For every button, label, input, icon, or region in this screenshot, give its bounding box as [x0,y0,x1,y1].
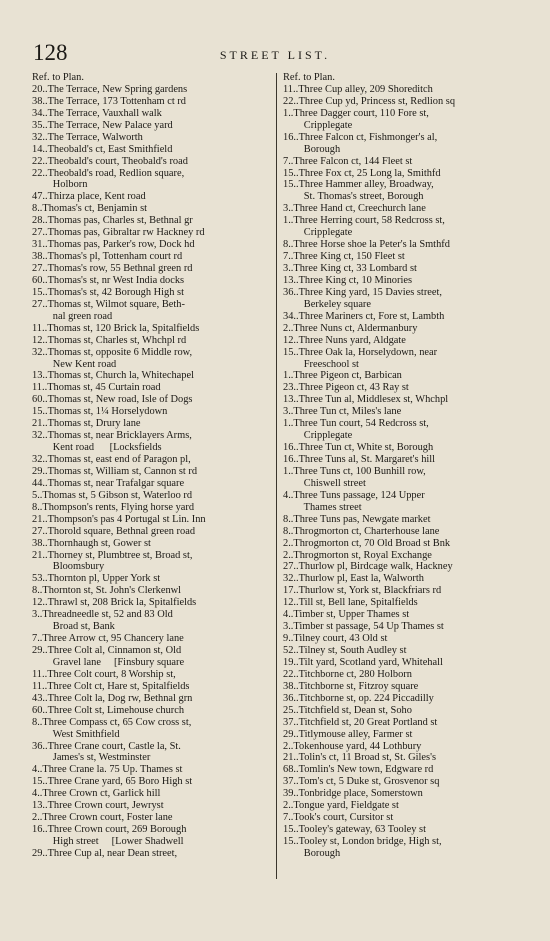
street-entry: 12..Thrawl st, 208 Brick la, Spitalfields [32,597,197,609]
street-entry: 2..Throgmorton ct, 70 Old Broad st Bnk [283,537,451,549]
street-entry: 13..Three Crown court, Jewryst [32,800,164,812]
street-entry: 22..Theobald's road, Redlion square, [32,167,185,179]
street-entry: 29..Thomas st, William st, Cannon st rd [32,465,198,477]
street-entry: 7..Three Falcon ct, 144 Fleet st [283,155,413,167]
street-entry: 23..Three Pigeon ct, 43 Ray st [283,382,409,394]
street-entry: Holborn [32,179,88,191]
street-entry: 13..Thomas st, Church la, Whitechapel [32,370,194,382]
street-entry: 27..Thurlow pl, Birdcage walk, Hackney [283,561,453,573]
street-entry: St. Thomas's street, Borough [283,191,424,203]
street-entry: 16..Three Tuns al, St. Margaret's hill [283,454,436,465]
street-entry: 15..Tooley st, London bridge, High st, [283,836,442,847]
street-entry: 8..Thompson's rents, Flying horse yard [32,501,195,513]
street-entry: 11..Three Colt ct, Hare st, Spitalfields [32,680,190,692]
street-entry: 21..Thompson's pas 4 Portugal st Lin. Inn [32,513,206,525]
street-entry: 2..Tongue yard, Fieldgate st [283,800,399,812]
street-entry: 4..Three Crown ct, Garlick hill [32,788,161,800]
street-entry: 35..The Terrace, New Palace yard [32,119,173,131]
street-entry: 7..Three King ct, 150 Fleet st [283,251,405,263]
street-entry: 15..Tooley's gateway, 63 Tooley st [283,824,426,836]
street-entry: 9..Tilney court, 43 Old st [283,633,388,645]
street-entry: James's st, Westminster [32,752,151,764]
street-entry: 34..The Terrace, Vauxhall walk [32,107,162,119]
street-entry: 21..Thorney st, Plumbtree st, Broad st, [32,549,193,561]
street-entry: 7..Took's court, Cursitor st [283,812,394,824]
street-entry: 11..Thomas st, 45 Curtain road [32,382,161,394]
street-entry: 2..Three Nuns ct, Aldermanbury [283,322,418,334]
street-entry: 11..Three Cup alley, 209 Shoreditch [283,83,433,95]
street-entry: 38..Thornhaugh st, Gower st [32,537,151,549]
street-entry: 2..Throgmorton st, Royal Exchange [283,549,432,561]
column-divider [276,73,277,879]
street-entry: 17..Thurlow st, York st, Blackfriars rd [283,585,442,597]
street-entry: 16..Three Crown court, 269 Borough [32,824,187,836]
street-entry: 3..Three King ct, 33 Lombard st [283,263,417,274]
street-entry: 60..Three Colt st, Limehouse church [32,704,185,716]
street-entry: 8..Three Tuns pas, Newgate market [283,513,431,525]
street-entry: 1..Three Dagger court, 110 Fore st, [283,107,429,119]
street-entry: 31..Thomas pas, Parker's row, Dock hd [32,239,195,251]
street-entry: 27..Thomas st, Wilmot square, Beth- [32,298,185,310]
street-entry: 43..Three Colt la, Dog rw, Bethnal grn [32,692,193,704]
street-entry: Cripplegate [283,227,353,239]
street-entry: West Smithfield [32,728,120,740]
street-entry: 27..Thomas pas, Gibraltar rw Hackney rd [32,227,205,239]
street-entry: 34..Three Mariners ct, Fore st, Lambth [283,310,445,322]
page-number: 128 [33,40,68,65]
street-entry: High street [Lower Shadwell [32,836,184,847]
street-entry: 2..Three Crown court, Foster lane [32,812,173,824]
street-entry: 4..Three Crane la. 75 Up. Thames st [32,764,183,776]
column-left [32,72,268,860]
street-entry: 11..Three Colt court, 8 Worship st, [32,668,176,680]
street-entry: 15..Three Crane yard, 65 Boro High st [32,776,193,788]
street-entry: 22..Titchborne ct, 280 Holborn [283,668,412,680]
street-entry: 22..Theobald's court, Theobald's road [32,155,188,167]
street-entry: 36..Titchborne st, op. 224 Piccadilly [283,692,434,704]
street-entry: 47..Thirza place, Kent road [32,191,146,203]
street-entry: Borough [283,143,341,155]
street-entry: 3..Timber st passage, 54 Up Thames st [283,621,444,633]
street-entry: 15..Thomas's st, 42 Borough High st [32,286,184,298]
street-entry: Berkeley square [283,298,372,310]
street-entry: Borough [283,847,341,859]
street-entry: 53..Thornton pl, Upper York st [32,573,161,585]
street-entry: 36..Three Crane court, Castle la, St. [32,740,181,752]
street-entry: 21..Thomas st, Drury lane [32,418,141,430]
street-entry: 1..Three Tun court, 54 Redcross st, [283,418,429,430]
street-entry: 12..Till st, Bell lane, Spitalfields [283,597,418,609]
street-entry: 32..Thurlow pl, East la, Walworth [283,573,424,585]
street-entry: 27..Thorold square, Bethnal green road [32,525,196,537]
street-entry: 44..Thomas st, near Trafalgar square [32,477,185,489]
street-entry: 29..Three Cup al, near Dean street, [32,847,178,859]
column-right [283,72,521,860]
street-entry: 8..Thornton st, St. John's Clerkenwl [32,585,182,597]
street-entry: 7..Three Arrow ct, 95 Chancery lane [32,633,184,645]
street-entry: 5..Thomas st, 5 Gibson st, Waterloo rd [32,489,193,501]
street-entry: New Kent road [32,358,117,370]
street-entry: Kent road [Locksfields [32,442,162,454]
street-entry: 4..Timber st, Upper Thames st [283,609,410,621]
street-entry: Broad st, Bank [32,621,115,633]
street-entry: 32..Thomas st, east end of Paragon pl, [32,454,191,465]
street-entry: 8..Three Compass ct, 65 Cow cross st, [32,716,192,728]
street-entry: 3..Three Hand ct, Creechurch lane [283,203,426,215]
street-entry: 12..Thomas st, Charles st, Whchpl rd [32,334,187,346]
street-entry: 32..Thomas st, near Bricklayers Arms, [32,430,192,442]
street-entry: 1..Three Herring court, 58 Redcross st, [283,215,445,227]
street-entry: 8..Thomas's ct, Benjamin st [32,203,148,215]
street-entry: Bloomsbury [32,561,105,573]
street-entry: Chiswell street [283,477,366,489]
street-entry: Thames street [283,501,362,513]
street-entry: Cripplegate [283,119,353,131]
street-entry: 15..Three Hammer alley, Broadway, [283,179,434,191]
street-entry: 38..Titchborne st, Fitzroy square [283,680,419,692]
street-entry: 20..The Terrace, New Spring gardens [32,83,188,95]
street-entry: 3..Threadneedle st, 52 and 83 Old [32,609,173,621]
street-entry: 15..Three Oak la, Horselydown, near [283,346,438,358]
street-entry: 8..Throgmorton ct, Charterhouse lane [283,525,440,537]
street-entry: 38..The Terrace, 173 Tottenham ct rd [32,95,186,107]
street-entry: 3..Three Tun ct, Miles's lane [283,406,402,418]
street-entry: Cripplegate [283,430,353,442]
street-entry: 1..Three Tuns ct, 100 Bunhill row, [283,465,426,477]
street-entry: 29..Three Colt al, Cinnamon st, Old [32,645,182,656]
street-entry: Gravel lane [Finsbury square [32,656,185,668]
street-entry: 22..Three Cup yd, Princess st, Redlion sq [283,95,456,107]
street-entry: 15..Three Fox ct, 25 Long la, Smithfd [283,167,441,179]
street-entry: 21..Tolin's ct, 11 Broad st, St. Giles's [283,752,437,764]
street-entry: 36..Three King yard, 15 Davies street, [283,286,442,298]
ref-to-plan-heading: Ref. to Plan. [32,72,84,83]
street-entry: 16..Three Tun ct, White st, Borough [283,442,434,454]
street-entry: 8..Three Horse shoe la Peter's la Smthfd [283,239,450,251]
street-entry: Freeschool st [283,358,359,370]
street-entry: nal green road [32,310,113,322]
street-entry: 1..Three Pigeon ct, Barbican [283,370,402,382]
street-entry: 39..Tonbridge place, Somerstown [283,788,423,800]
street-entry: 27..Thomas's row, 55 Bethnal green rd [32,263,193,274]
street-entry: 38..Thomas's pl, Tottenham court rd [32,251,183,263]
street-entry: 11..Thomas st, 120 Brick la, Spitalfields [32,322,200,334]
street-entry: 60..Thomas st, New road, Isle of Dogs [32,394,193,406]
street-entry: 60..Thomas's st, nr West India docks [32,274,185,286]
street-entry: 13..Three King ct, 10 Minories [283,274,412,286]
street-entry: 28..Thomas pas, Charles st, Bethnal gr [32,215,193,227]
street-entry: 14..Theobald's ct, East Smithfield [32,143,173,155]
street-entry: 19..Tilt yard, Scotland yard, Whitehall [283,656,443,668]
street-entry: 37..Tom's ct, 5 Duke st, Grosvenor sq [283,776,440,788]
street-entry: 13..Three Tun al, Middlesex st, Whchpl [283,394,449,406]
ref-to-plan-heading: Ref. to Plan. [283,72,335,83]
street-entry: 68..Tomlin's New town, Edgware rd [283,764,434,776]
running-head: STREET LIST. [219,48,331,62]
street-entry: 12..Three Nuns yard, Aldgate [283,334,406,346]
street-entry: 4..Three Tuns passage, 124 Upper [283,489,425,501]
street-entry: 2..Tokenhouse yard, 44 Lothbury [283,740,422,752]
street-entry: 29..Titlymouse alley, Farmer st [283,728,413,740]
street-entry: 16..Three Falcon ct, Fishmonger's al, [283,131,438,143]
street-entry: 52..Tilney st, South Audley st [283,645,407,656]
street-entry: 37..Titchfield st, 20 Great Portland st [283,716,438,728]
street-entry: 25..Titchfield st, Dean st, Soho [283,704,412,716]
street-entry: 32..The Terrace, Walworth [32,131,143,143]
street-entry: 15..Thomas st, 1¼ Horselydown [32,406,168,418]
street-entry: 32..Thomas st, opposite 6 Middle row, [32,346,193,358]
